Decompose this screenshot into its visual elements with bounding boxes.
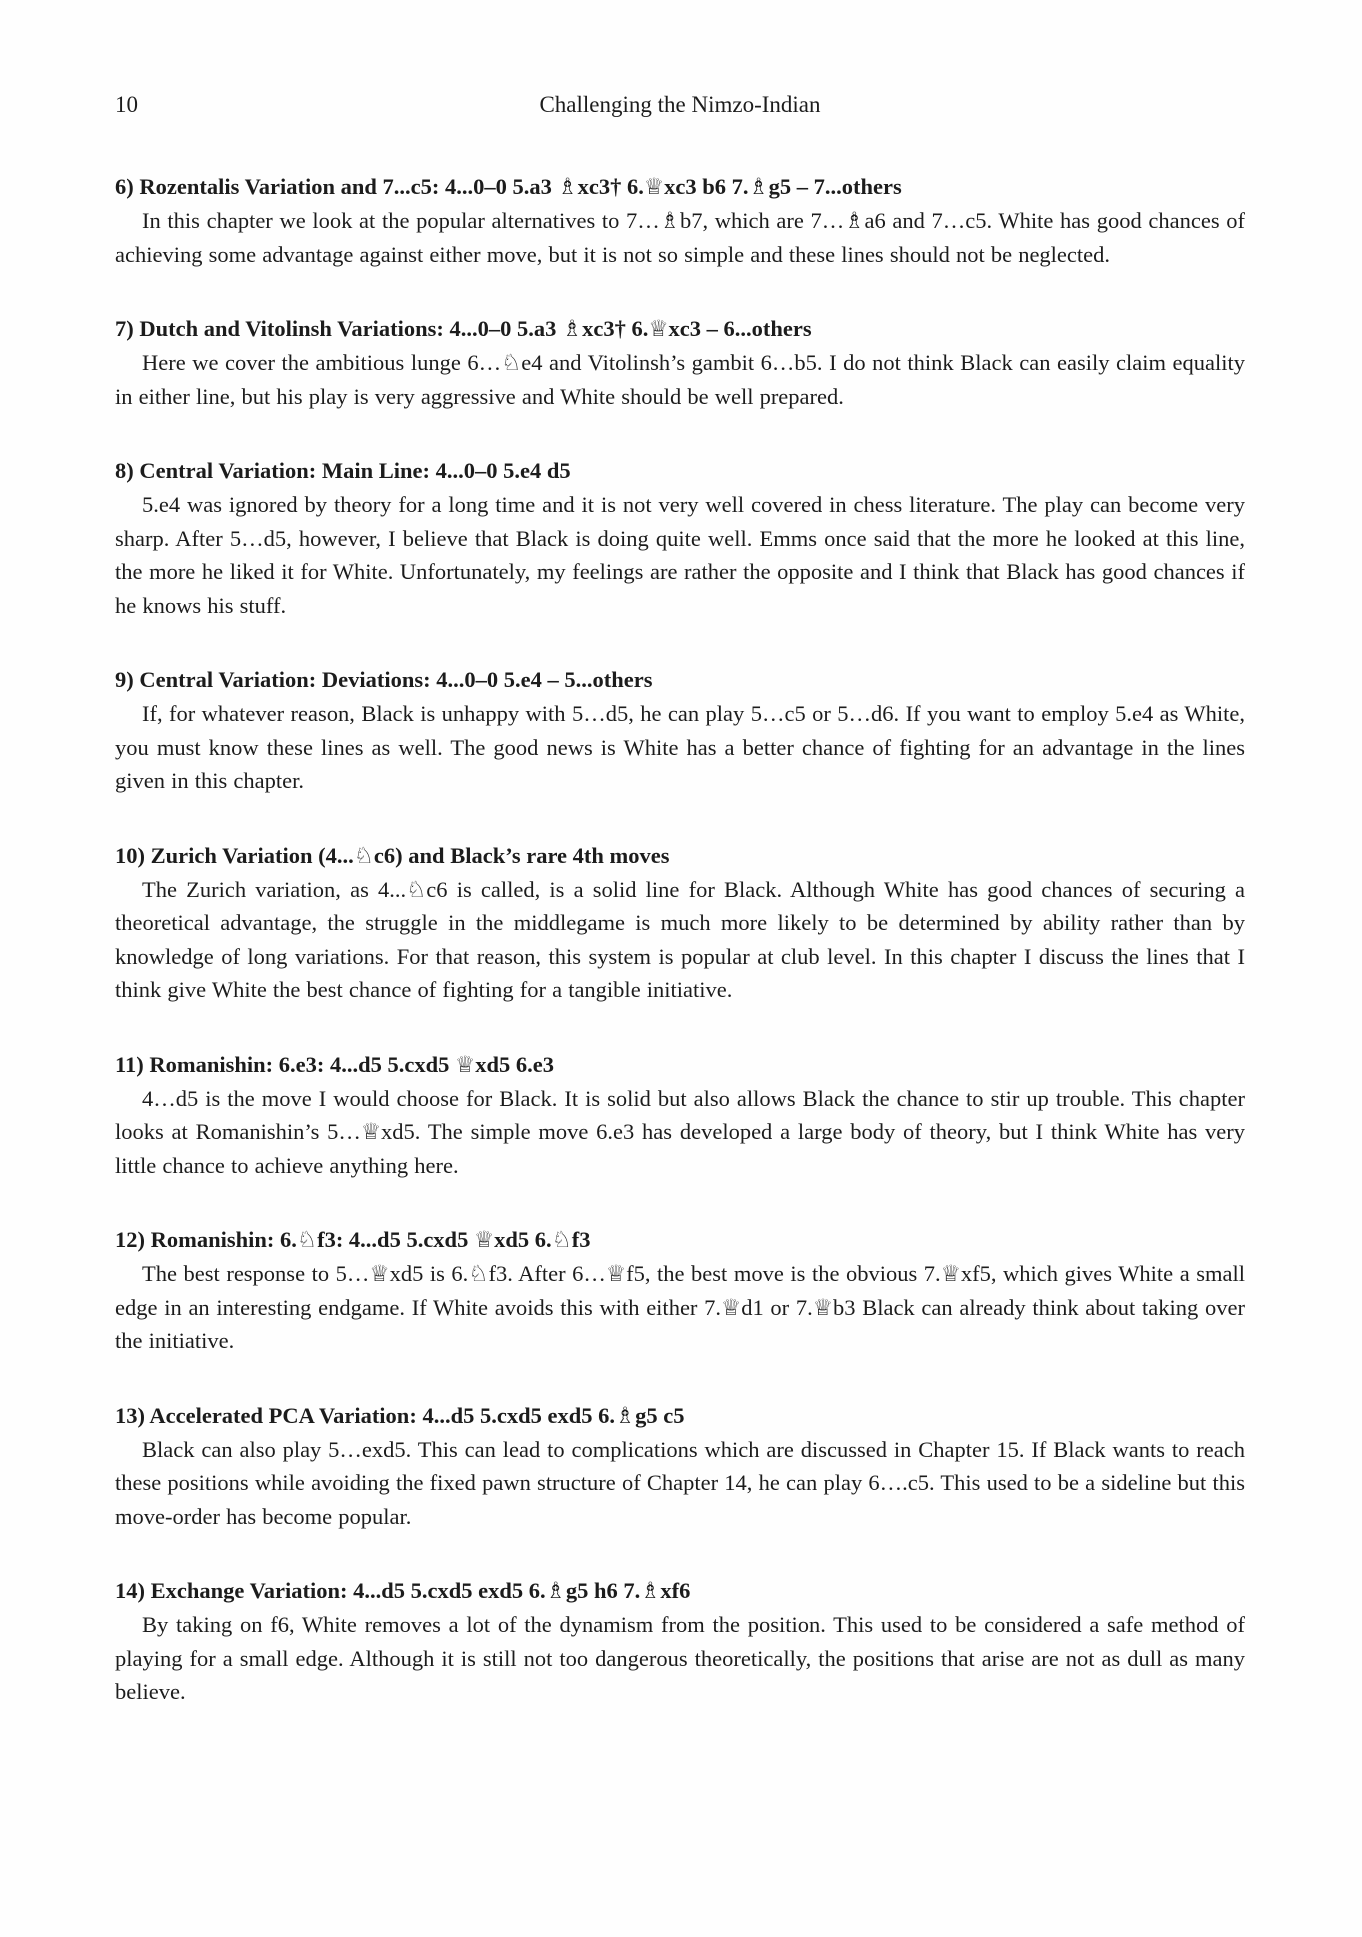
section-heading: 7) Dutch and Vitolinsh Variations: 4...0–0 5.a3 ♗xc3† 6.♕xc3 – 6...others — [115, 316, 812, 341]
section-10 — [115, 839, 1245, 1007]
section-heading: 11) Romanishin: 6.e3: 4...d5 5.cxd5 ♕xd5 6.e3 — [115, 1051, 554, 1077]
section-paragraph: 4…d5 is the move I would choose for Black. It is solid but also allows Black the chance to stir up trouble. This chapter looks at Romanishin’s 5…♕xd5. The simple move 6.e3 has developed a large body of theory, but I think White has very little chance to achieve anything here. — [115, 1085, 1245, 1178]
section-paragraph: The Zurich variation, as 4...♘c6 is called, is a solid line for Black. Although White has good chances of securing a theoretical advantage, the struggle in the middlegame is much more likely to be determined by ability rather than by knowledge of long variations. For that reason, this system is popular at club level. In this chapter I discuss the lines that I think give White the best chance of fighting for a tangible initiative. — [115, 876, 1245, 1002]
section-9 — [115, 663, 1245, 798]
section-paragraph: Here we cover the ambitious lunge 6…♘e4 and Vitolinsh’s gambit 6…b5. I do not think Black can easily claim equality in either line, but his play is very aggressive and White should be well prepared. — [115, 350, 1245, 409]
section-paragraph: In this chapter we look at the popular alternatives to 7…♗b7, which are 7…♗a6 and 7…c5. White has good chances of achieving some advantage against either move, but it is not so simple and these lines should not be neglected. — [115, 208, 1245, 267]
section-11 — [115, 1048, 1245, 1183]
page-header — [115, 88, 1245, 122]
page-number: 10 — [115, 92, 138, 117]
section-paragraph: If, for whatever reason, Black is unhappy with 5…d5, he can play 5…c5 or 5…d6. If you want to employ 5.e4 as White, you must know these lines as well. The good news is White has a better chance of fighting for an advantage in the lines given in this chapter. — [115, 701, 1245, 793]
section-heading: 10) Zurich Variation (4...♘c6) and Black’s rare 4th moves — [115, 842, 670, 868]
section-paragraph: The best response to 5…♕xd5 is 6.♘f3. After 6…♕f5, the best move is the obvious 7.♕xf5, which gives White a small edge in an interesting endgame. If White avoids this with either 7.♕d1 or 7.♕b3 Black can already think about taking over the initiative. — [115, 1261, 1245, 1353]
section-heading: 6) Rozentalis Variation and 7...c5: 4...0–0 5.a3 ♗xc3† 6.♕xc3 b6 7.♗g5 – 7...others — [115, 174, 902, 199]
section-heading: 14) Exchange Variation: 4...d5 5.cxd5 exd5 6.♗g5 h6 7.♗xf6 — [115, 1578, 691, 1603]
section-heading: 12) Romanishin: 6.♘f3: 4...d5 5.cxd5 ♕xd5 6.♘f3 — [115, 1227, 591, 1252]
section-8 — [115, 454, 1245, 622]
section-13 — [115, 1399, 1245, 1534]
running-title: Challenging the Nimzo-Indian — [539, 92, 821, 117]
section-6 — [115, 170, 1245, 271]
section-paragraph: By taking on f6, White removes a lot of the dynamism from the position. This used to be considered a safe method of playing for a small edge. Although it is still not too dangerous theoretically, the positions that arise are not as dull as many believe. — [115, 1612, 1245, 1704]
chapter-guide — [115, 170, 1245, 1709]
section-paragraph: 5.e4 was ignored by theory for a long time and it is not very well covered in chess literature. The play can become very sharp. After 5…d5, however, I believe that Black is doing quite well. Emms once said that the more he looked at this line, the more he liked it for White. Unfortunately, my feelings are rather the opposite and I think that Black has good chances if he knows his stuff. — [115, 492, 1245, 618]
section-heading: 8) Central Variation: Main Line: 4...0–0 5.e4 d5 — [115, 458, 571, 483]
section-heading: 13) Accelerated PCA Variation: 4...d5 5.cxd5 exd5 6.♗g5 c5 — [115, 1402, 685, 1428]
section-14 — [115, 1574, 1245, 1709]
section-heading: 9) Central Variation: Deviations: 4...0–0 5.e4 – 5...others — [115, 667, 653, 692]
section-12 — [115, 1223, 1245, 1358]
section-paragraph: Black can also play 5…exd5. This can lead to complications which are discussed in Chapter 15. If Black wants to reach these positions while avoiding the fixed pawn structure of Chapter 14, he can play 6….c5. This used to be a sideline but this move-order has become popular. — [115, 1436, 1245, 1529]
section-7 — [115, 312, 1245, 413]
